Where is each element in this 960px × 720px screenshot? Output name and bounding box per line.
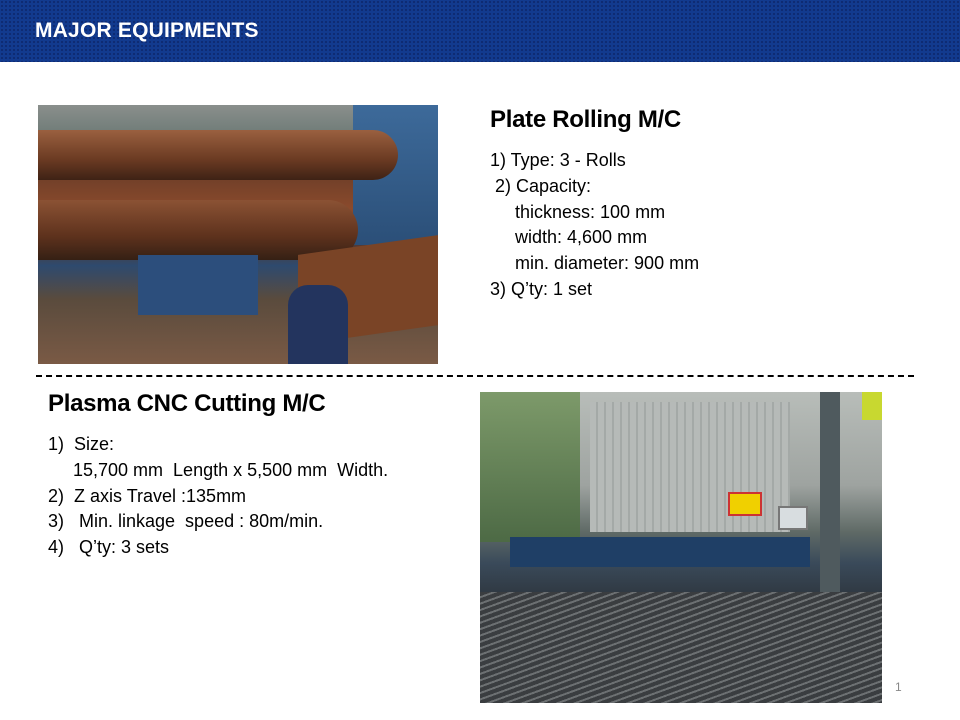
slide-title: MAJOR EQUIPMENTS — [35, 19, 259, 42]
spec-item: 1) Size: — [48, 434, 115, 454]
plasma-cnc-title: Plasma CNC Cutting M/C — [48, 390, 326, 417]
page-number: 1 — [895, 680, 902, 694]
spec-item: 1) Type: 3 - Rolls — [490, 150, 626, 170]
spec-item: 3) Q’ty: 1 set — [490, 278, 593, 299]
plasma-cnc-specs — [48, 432, 388, 561]
spec-item: 4) Q’ty: 3 sets — [48, 537, 170, 558]
spec-item: 2) Capacity: — [490, 175, 592, 196]
slide-header — [0, 0, 960, 62]
plate-rolling-machine-photo — [38, 105, 438, 364]
spec-item: min. diameter: 900 mm — [490, 253, 700, 274]
plate-rolling-title: Plate Rolling M/C — [490, 106, 681, 133]
section-divider — [36, 375, 914, 377]
spec-item: 15,700 mm Length x 5,500 mm Width. — [48, 459, 389, 480]
spec-item: 3) Min. linkage speed : 80m/min. — [48, 511, 324, 532]
spec-item: thickness: 100 mm — [490, 201, 666, 222]
plasma-cnc-machine-photo — [480, 392, 882, 703]
spec-item: 2) Z axis Travel :135mm — [48, 485, 247, 506]
plate-rolling-specs — [490, 148, 699, 303]
spec-item: width: 4,600 mm — [490, 227, 648, 248]
